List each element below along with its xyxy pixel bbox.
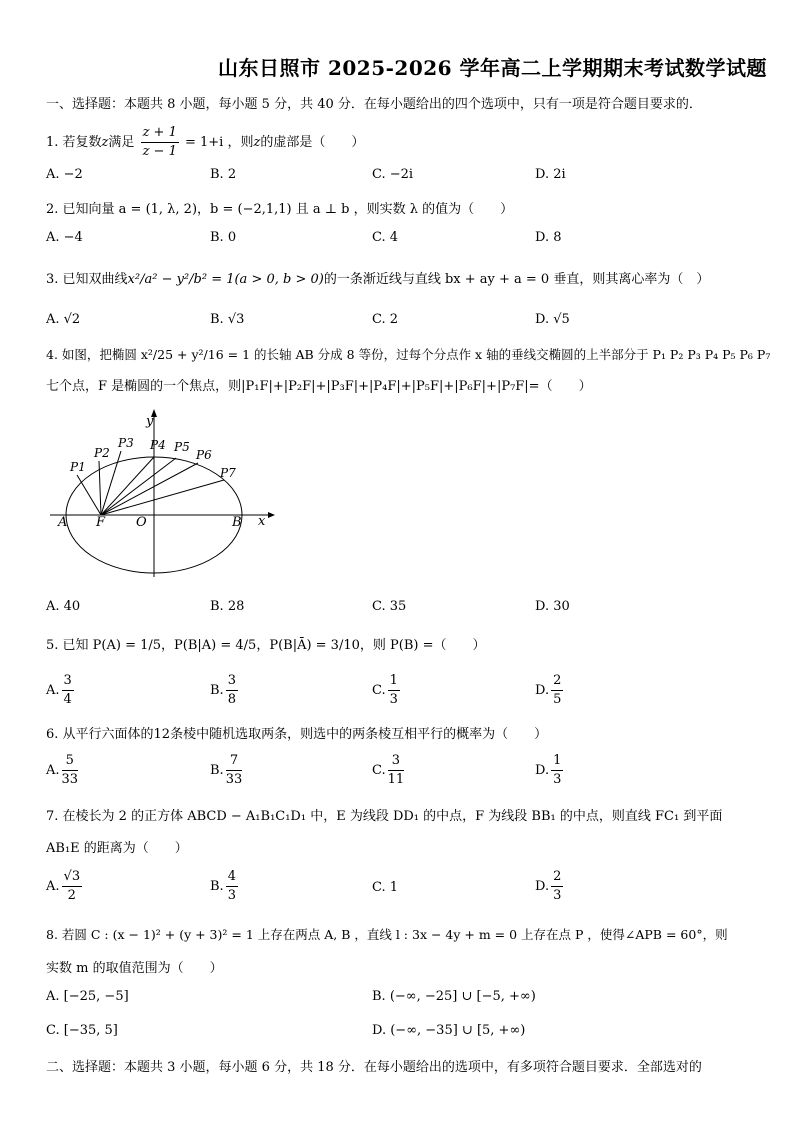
q2-option-c[interactable]: C. 4	[372, 230, 399, 245]
q7-c-label: C.	[372, 880, 386, 895]
q7-c-text: 1	[389, 880, 399, 895]
q2-option-a[interactable]: A. −4	[46, 230, 83, 245]
label-a: A	[58, 515, 68, 530]
label-p4: P4	[150, 438, 166, 452]
q7-option-a[interactable]	[46, 868, 84, 905]
q7-option-c[interactable]	[372, 880, 398, 895]
q8-option-d[interactable]: D. (−∞, −35] ∪ [5, +∞)	[372, 1023, 526, 1038]
q4-option-b[interactable]: B. 28	[210, 599, 245, 614]
question-3-stem	[46, 268, 709, 287]
label-x: x	[258, 514, 266, 529]
q5-d-num: 2	[551, 672, 563, 691]
q5-option-d[interactable]	[535, 672, 565, 709]
q5-a-num: 3	[62, 672, 74, 691]
q5-a-den: 4	[63, 692, 72, 707]
q7-b-label: B.	[210, 879, 224, 894]
q1-frac-den: z − 1	[142, 144, 177, 159]
q2-option-d[interactable]: D. 8	[535, 230, 562, 245]
q3-stem-b: 的一条渐近线与直线 bx + ay + a = 0 垂直，则其离心率为（ ）	[323, 272, 710, 287]
segment-p7-f	[101, 480, 224, 515]
q1-var: z	[101, 135, 109, 150]
ellipse-figure	[46, 405, 286, 583]
label-p6: P6	[196, 448, 212, 462]
q6-option-c[interactable]	[372, 752, 406, 789]
q1-option-d[interactable]: D. 2i	[535, 167, 566, 182]
label-p7: P7	[220, 466, 236, 480]
q1-option-b[interactable]: B. 2	[210, 167, 237, 182]
q6-b-label: B.	[210, 763, 224, 778]
q6-d-num: 1	[551, 752, 563, 771]
q5-option-a[interactable]	[46, 672, 76, 709]
q5-c-num: 1	[388, 672, 400, 691]
label-b: B	[232, 515, 242, 530]
x-axis-arrow	[268, 512, 275, 518]
label-p1: P1	[70, 460, 86, 474]
segment-p6-f	[101, 463, 198, 515]
q3-option-d[interactable]: D. √5	[535, 312, 570, 327]
q1-option-c[interactable]: C. −2i	[372, 167, 414, 182]
q1-stem-b: 满足	[108, 135, 135, 150]
q5-b-den: 8	[227, 692, 236, 707]
q7-a-den: 2	[67, 888, 76, 903]
q1-stem-d: 的虚部是（ ）	[260, 135, 365, 150]
q6-a-den: 33	[61, 772, 79, 787]
q5-option-b[interactable]	[210, 672, 240, 709]
q8-option-c[interactable]: C. [−35, 5]	[46, 1023, 118, 1038]
question-7-stem-line2: AB₁E 的距离为（ ）	[46, 841, 188, 856]
q4-option-a[interactable]: A. 40	[46, 599, 81, 614]
q1-frac-num: z + 1	[141, 124, 179, 143]
q1-stem-a: 1. 若复数	[46, 135, 102, 150]
q6-b-num: 7	[226, 752, 243, 771]
segment-p1-f	[77, 475, 101, 515]
question-1-stem	[46, 124, 364, 161]
segment-p5-f	[101, 458, 176, 515]
q5-b-num: 3	[226, 672, 238, 691]
question-8-stem-line2: 实数 m 的取值范围为（ ）	[46, 961, 223, 976]
section-one-heading: 一、选择题：本题共 8 小题，每小题 5 分，共 40 分．在每小题给出的四个选项中，只有一项是符合题目要求的．	[46, 97, 702, 112]
question-4-stem-line2: 七个点，F 是椭圆的一个焦点，则|P₁F|+|P₂F|+|P₃F|+|P₄F|+|P₅F|+|P₆F|+|P₇F|=（ ）	[46, 379, 592, 394]
label-y: y	[146, 414, 154, 429]
q2-option-b[interactable]: B. 0	[210, 230, 237, 245]
q6-c-num: 3	[388, 752, 405, 771]
q6-option-b[interactable]	[210, 752, 244, 789]
q6-d-label: D.	[535, 763, 550, 778]
q5-option-c[interactable]	[372, 672, 402, 709]
q3-option-b[interactable]: B. √3	[210, 312, 245, 327]
question-7-stem-line1: 7. 在棱长为 2 的正方体 ABCD − A₁B₁C₁D₁ 中，E 为线段 DD₁ 的中点，F 为线段 BB₁ 的中点，则直线 FC₁ 到平面	[46, 809, 723, 824]
q5-a-label: A.	[46, 683, 60, 698]
page-title: 山东日照市 2025-2026 学年高二上学期期末考试数学试题	[218, 56, 768, 80]
q7-d-label: D.	[535, 879, 550, 894]
q7-option-d[interactable]	[535, 868, 565, 905]
question-2-stem: 2. 已知向量 a = (1, λ, 2)，b = (−2,1,1) 且 a ⊥ b ，则实数 λ 的值为（ ）	[46, 202, 514, 217]
q6-b-den: 33	[225, 772, 243, 787]
q8-option-b[interactable]: B. (−∞, −25] ∪ [−5, +∞)	[372, 989, 536, 1004]
question-6-stem: 6. 从平行六面体的12条棱中随机选取两条，则选中的两条棱互相平行的概率为（ ）	[46, 727, 548, 742]
question-4-stem-line1: 4. 如图，把椭圆 x²/25 + y²/16 = 1 的长轴 AB 分成 8 等份，过每个分点作 x 轴的垂线交椭圆的上半部分于 P₁ P₂ P₃ P₄ P₅ P₆ P₇	[46, 347, 771, 362]
label-o: O	[136, 515, 147, 530]
q1-var-2: z	[253, 135, 261, 150]
q7-b-den: 3	[227, 888, 236, 903]
q7-b-num: 4	[226, 868, 238, 887]
q5-c-den: 3	[389, 692, 398, 707]
section-two-heading: 二、选择题：本题共 3 小题，每小题 6 分，共 18 分．在每小题给出的选项中，有多项符合题目要求．全部选对的	[46, 1060, 702, 1075]
q3-option-a[interactable]: A. √2	[46, 312, 81, 327]
q5-d-den: 5	[553, 692, 562, 707]
q6-c-label: C.	[372, 763, 386, 778]
q6-a-num: 5	[62, 752, 79, 771]
q7-a-num: √3	[62, 868, 83, 887]
segment-p4-f	[101, 457, 154, 515]
q3-equation: x²/a² − y²/b² = 1(a > 0, b > 0)	[127, 272, 324, 287]
q7-a-label: A.	[46, 879, 60, 894]
label-p5: P5	[174, 440, 190, 454]
q4-option-d[interactable]: D. 30	[535, 599, 570, 614]
q7-option-b[interactable]	[210, 868, 240, 905]
q1-stem-c: = 1+i ，则	[184, 135, 254, 150]
question-5-stem: 5. 已知 P(A) = 1/5，P(B|A) = 4/5，P(B|Ā) = 3/10，则 P(B) =（ ）	[46, 638, 486, 653]
label-p3: P3	[118, 436, 134, 450]
q1-fraction	[141, 124, 179, 161]
q5-c-label: C.	[372, 683, 386, 698]
q3-stem-a: 3. 已知双曲线	[46, 272, 128, 287]
label-f: F	[96, 515, 106, 530]
q7-d-num: 2	[551, 868, 563, 887]
q4-option-c[interactable]: C. 35	[372, 599, 407, 614]
q8-option-a[interactable]: A. [−25, −5]	[46, 989, 129, 1004]
label-p2: P2	[94, 446, 110, 460]
q6-a-label: A.	[46, 763, 60, 778]
q5-d-label: D.	[535, 683, 550, 698]
q6-d-den: 3	[553, 772, 562, 787]
q7-d-den: 3	[553, 888, 562, 903]
q5-b-label: B.	[210, 683, 224, 698]
q3-option-c[interactable]: C. 2	[372, 312, 399, 327]
q1-option-a[interactable]: A. −2	[46, 167, 83, 182]
q6-option-d[interactable]	[535, 752, 565, 789]
q6-option-a[interactable]	[46, 752, 80, 789]
question-8-stem-line1: 8. 若圆 C : (x − 1)² + (y + 3)² = 1 上存在两点 A, B ，直线 l : 3x − 4y + m = 0 上存在点 P ，使得∠APB = 60°，则	[46, 927, 728, 942]
q6-c-den: 11	[387, 772, 405, 787]
